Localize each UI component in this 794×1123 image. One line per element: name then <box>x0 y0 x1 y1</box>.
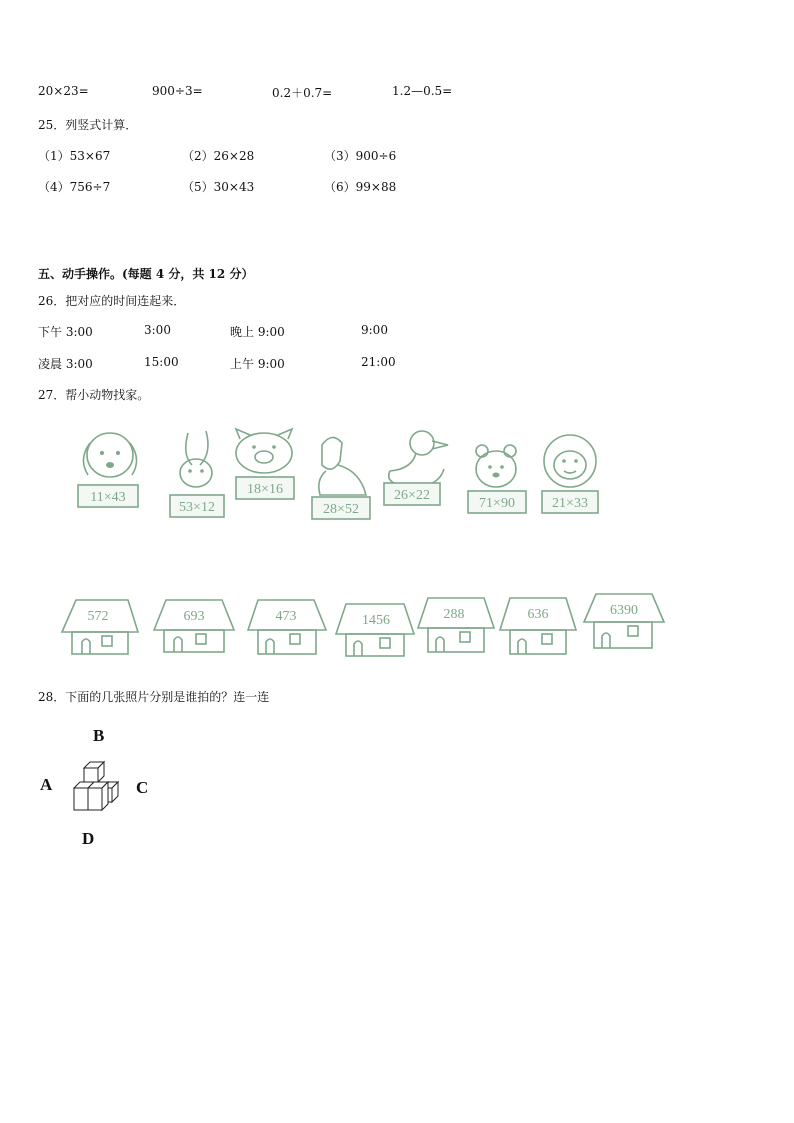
house-number: 693 <box>183 609 205 624</box>
q26-time: 下午 3:00 <box>38 325 93 339</box>
label-b: B <box>93 726 105 745</box>
monkey-icon <box>542 435 598 513</box>
q25-title: 25．列竖式计算． <box>38 118 138 132</box>
q27-title: 27．帮小动物找家。 <box>38 388 150 402</box>
label-d: D <box>82 829 95 848</box>
q24-item-4: 1.2—0.5= <box>392 84 453 98</box>
house-icon <box>248 600 326 654</box>
animal-expr: 21×33 <box>552 496 588 511</box>
house-number: 636 <box>527 607 549 622</box>
house-icon <box>500 598 576 654</box>
q26-time: 21:00 <box>361 355 396 369</box>
section5-title: 五、动手操作。(每题 4 分，共 12 分） <box>38 267 254 281</box>
label-c: C <box>136 778 149 797</box>
animal-expr: 11×43 <box>90 490 126 505</box>
house-icon <box>418 598 494 652</box>
rabbit-icon <box>170 431 224 517</box>
q25-item: （2）26×28 <box>182 149 255 163</box>
q26-time: 15:00 <box>144 355 179 369</box>
q26-time: 晚上 9:00 <box>230 325 285 339</box>
dog-icon <box>78 433 138 507</box>
q26-time: 凌晨 3:00 <box>38 357 93 371</box>
q24-item-3: 0.2＋0.7= <box>272 86 333 100</box>
animal-expr: 26×22 <box>394 488 430 503</box>
bear-icon <box>468 445 526 513</box>
house-number: 1456 <box>362 613 390 628</box>
animal-expr: 28×52 <box>323 502 359 517</box>
houses-illustration <box>58 592 670 660</box>
house-number: 572 <box>87 609 109 624</box>
animal-expr: 18×16 <box>247 482 283 497</box>
animal-expr: 71×90 <box>479 496 515 511</box>
q26-time: 3:00 <box>144 323 171 337</box>
house-icon <box>336 604 414 656</box>
pig-icon <box>236 429 294 499</box>
q26-time: 上午 9:00 <box>230 357 285 371</box>
q25-item: （1）53×67 <box>38 149 111 163</box>
q24-item-1: 20×23= <box>38 84 89 98</box>
q25-item: （6）99×88 <box>324 180 397 194</box>
goat-icon <box>312 437 370 519</box>
animals-illustration <box>60 425 640 525</box>
house-icon <box>154 600 234 652</box>
q25-item: （4）756÷7 <box>38 180 111 194</box>
cube-figure <box>70 760 122 814</box>
q25-item: （5）30×43 <box>182 180 255 194</box>
q24-item-2: 900÷3= <box>152 84 203 98</box>
house-number: 288 <box>443 607 465 622</box>
house-icon <box>584 594 664 648</box>
animal-expr: 53×12 <box>179 500 215 515</box>
q26-time: 9:00 <box>361 323 388 337</box>
house-number: 473 <box>275 609 297 624</box>
q28-title: 28．下面的几张照片分别是谁拍的？连一连 <box>38 690 270 704</box>
label-a: A <box>40 775 53 794</box>
duck-icon <box>384 431 448 505</box>
house-number: 6390 <box>610 603 638 618</box>
q25-item: （3）900÷6 <box>324 149 397 163</box>
q26-title: 26．把对应的时间连起来． <box>38 294 186 308</box>
house-icon <box>62 600 138 654</box>
